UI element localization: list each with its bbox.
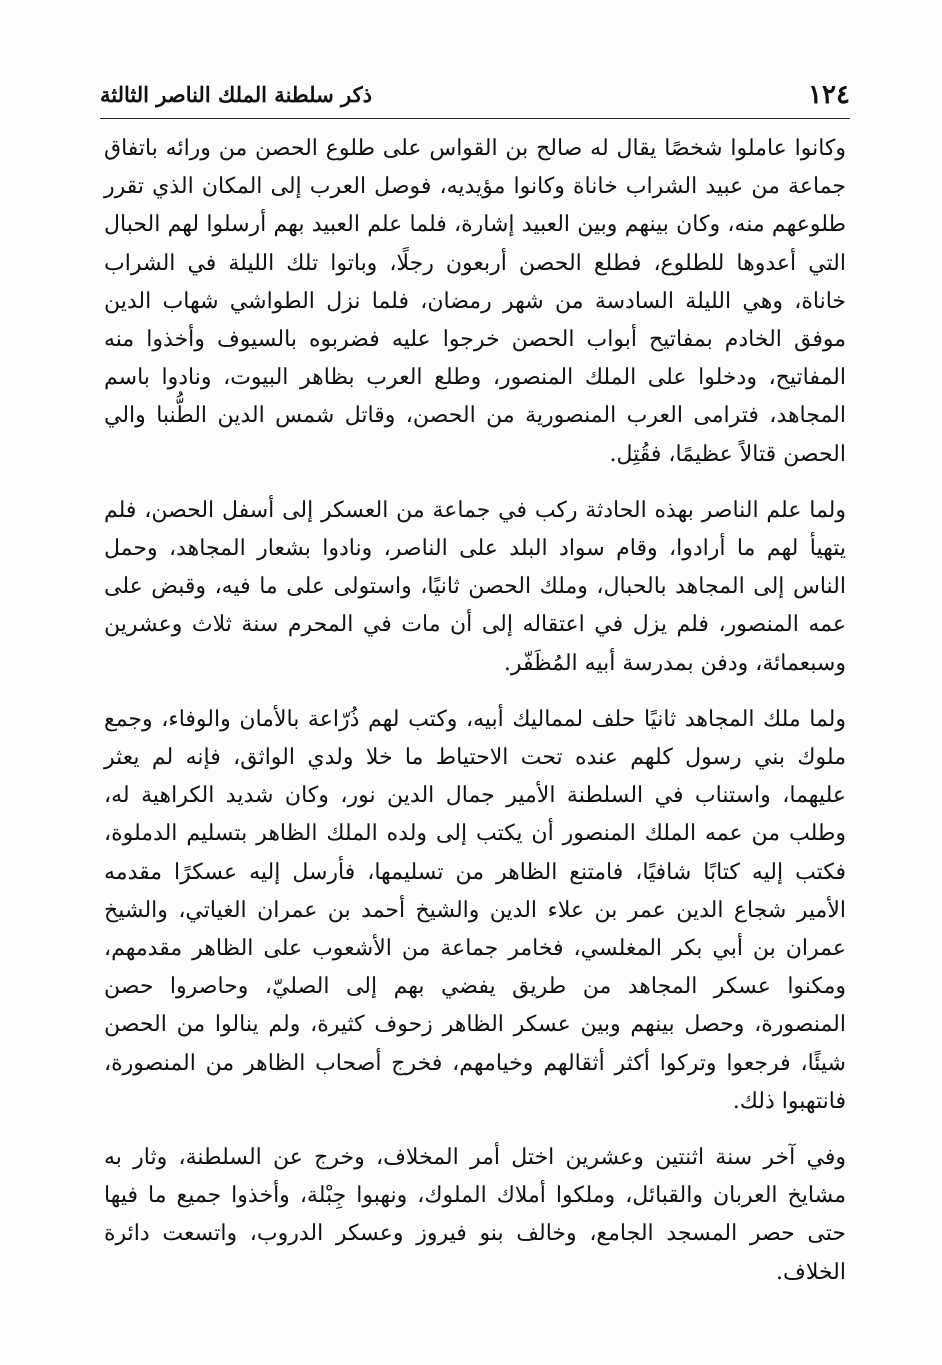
header-rule [100,118,850,119]
paragraph: وفي آخر سنة اثنتين وعشرين اختل أمر المخلاف، وخرج عن السلطنة، وثار به مشايخ العربان والقبائل، وملكوا أملاك الملوك، ونهبوا جِبْلة، وأخذوا جميع ما فيها حتى حصر المسجد الجامع، وخالف بنو فيروز وعسكر الدروب، واتسعت دائرة الخلاف. [104,1145,846,1285]
running-title: ذكر سلطنة الملك الناصر الثالثة [100,82,372,107]
page-number: ١٢٤ [808,80,850,110]
paragraph: وكانوا عاملوا شخصًا يقال له صالح بن القواس على طلوع الحصن من ورائه باتفاق جماعة من عبيد الشراب خاناة وكانوا مؤيديه، فوصل العرب إلى المكان الذي تقرر طلوعهم منه، وكان بينهم وبين العبيد إشارة، فلما علم العبيد بهم أرسلوا لهم الحبال التي أعدوها للطلوع، فطلع الحصن أربعون رجلًا، وباتوا تلك الليلة في الشراب خاناة، وهي الليلة السادسة من شهر رمضان، فلما نزل الطواشي شهاب الدين موفق الخادم بمفاتيح أبواب الحصن خرجوا عليه فضربوه بالسيوف وأخذوا منه المفاتيح، ودخلوا على الملك المنصور، وطلع العرب بظاهر البيوت، ونادوا باسم المجاهد، فترامى العرب المنصورية من الحصن، وقاتل شمس الدين الطُّنبا والي الحصن قتالاً عظيمًا، فقُتِل. [104,136,846,467]
page-header [100,78,850,118]
body-text [104,130,846,1292]
paragraph: ولما ملك المجاهد ثانيًا حلف لمماليك أبيه، وكتب لهم ذُرّاعة بالأمان والوفاء، وجمع ملوك بني رسول كلهم عنده تحت الاحتياط ما خلا ولدي الواثق، فإنه لم يعثر عليهما، واستناب في السلطنة الأمير جمال الدين نور، وكان شديد الكراهية له، وطلب من عمه الملك المنصور أن يكتب إلى ولده الملك الظاهر بتسليم الدملوة، فكتب إليه كتابًا شافيًا، فامتنع الظاهر من تسليمها، فأرسل إليه عسكرًا مقدمه الأمير شجاع الدين عمر بن علاء الدين والشيخ أحمد بن عمران الغياتي، والشيخ عمران بن أبي بكر المغلسي، فخامر جماعة من الأشعوب على الظاهر مقدمهم، ومكنوا عسكر المجاهد من طريق يفضي بهم إلى الصليّ، وحاصروا حصن المنصورة، وحصل بينهم وبين عسكر الظاهر زحوف كثيرة، ولم ينالوا من الحصن شيئًا، فرجعوا وتركوا أكثر أثقالهم وخيامهم، فخرج أصحاب الظاهر من المنصورة، فانتهبوا ذلك. [104,706,846,1114]
paragraph: ولما علم الناصر بهذه الحادثة ركب في جماعة من العسكر إلى أسفل الحصن، فلم يتهيأ لهم ما أرادوا، وقام سواد البلد على الناصر، ونادوا بشعار المجاهد، وحمل الناس إلى المجاهد بالحبال، وملك الحصن ثانيًا، واستولى على ما فيه، وقبض على عمه المنصور، فلم يزل في اعتقاله إلى أن مات في المحرم سنة ثلاث وعشرين وسبعمائة، ودفن بمدرسة أبيه المُظَفّر. [104,497,846,676]
